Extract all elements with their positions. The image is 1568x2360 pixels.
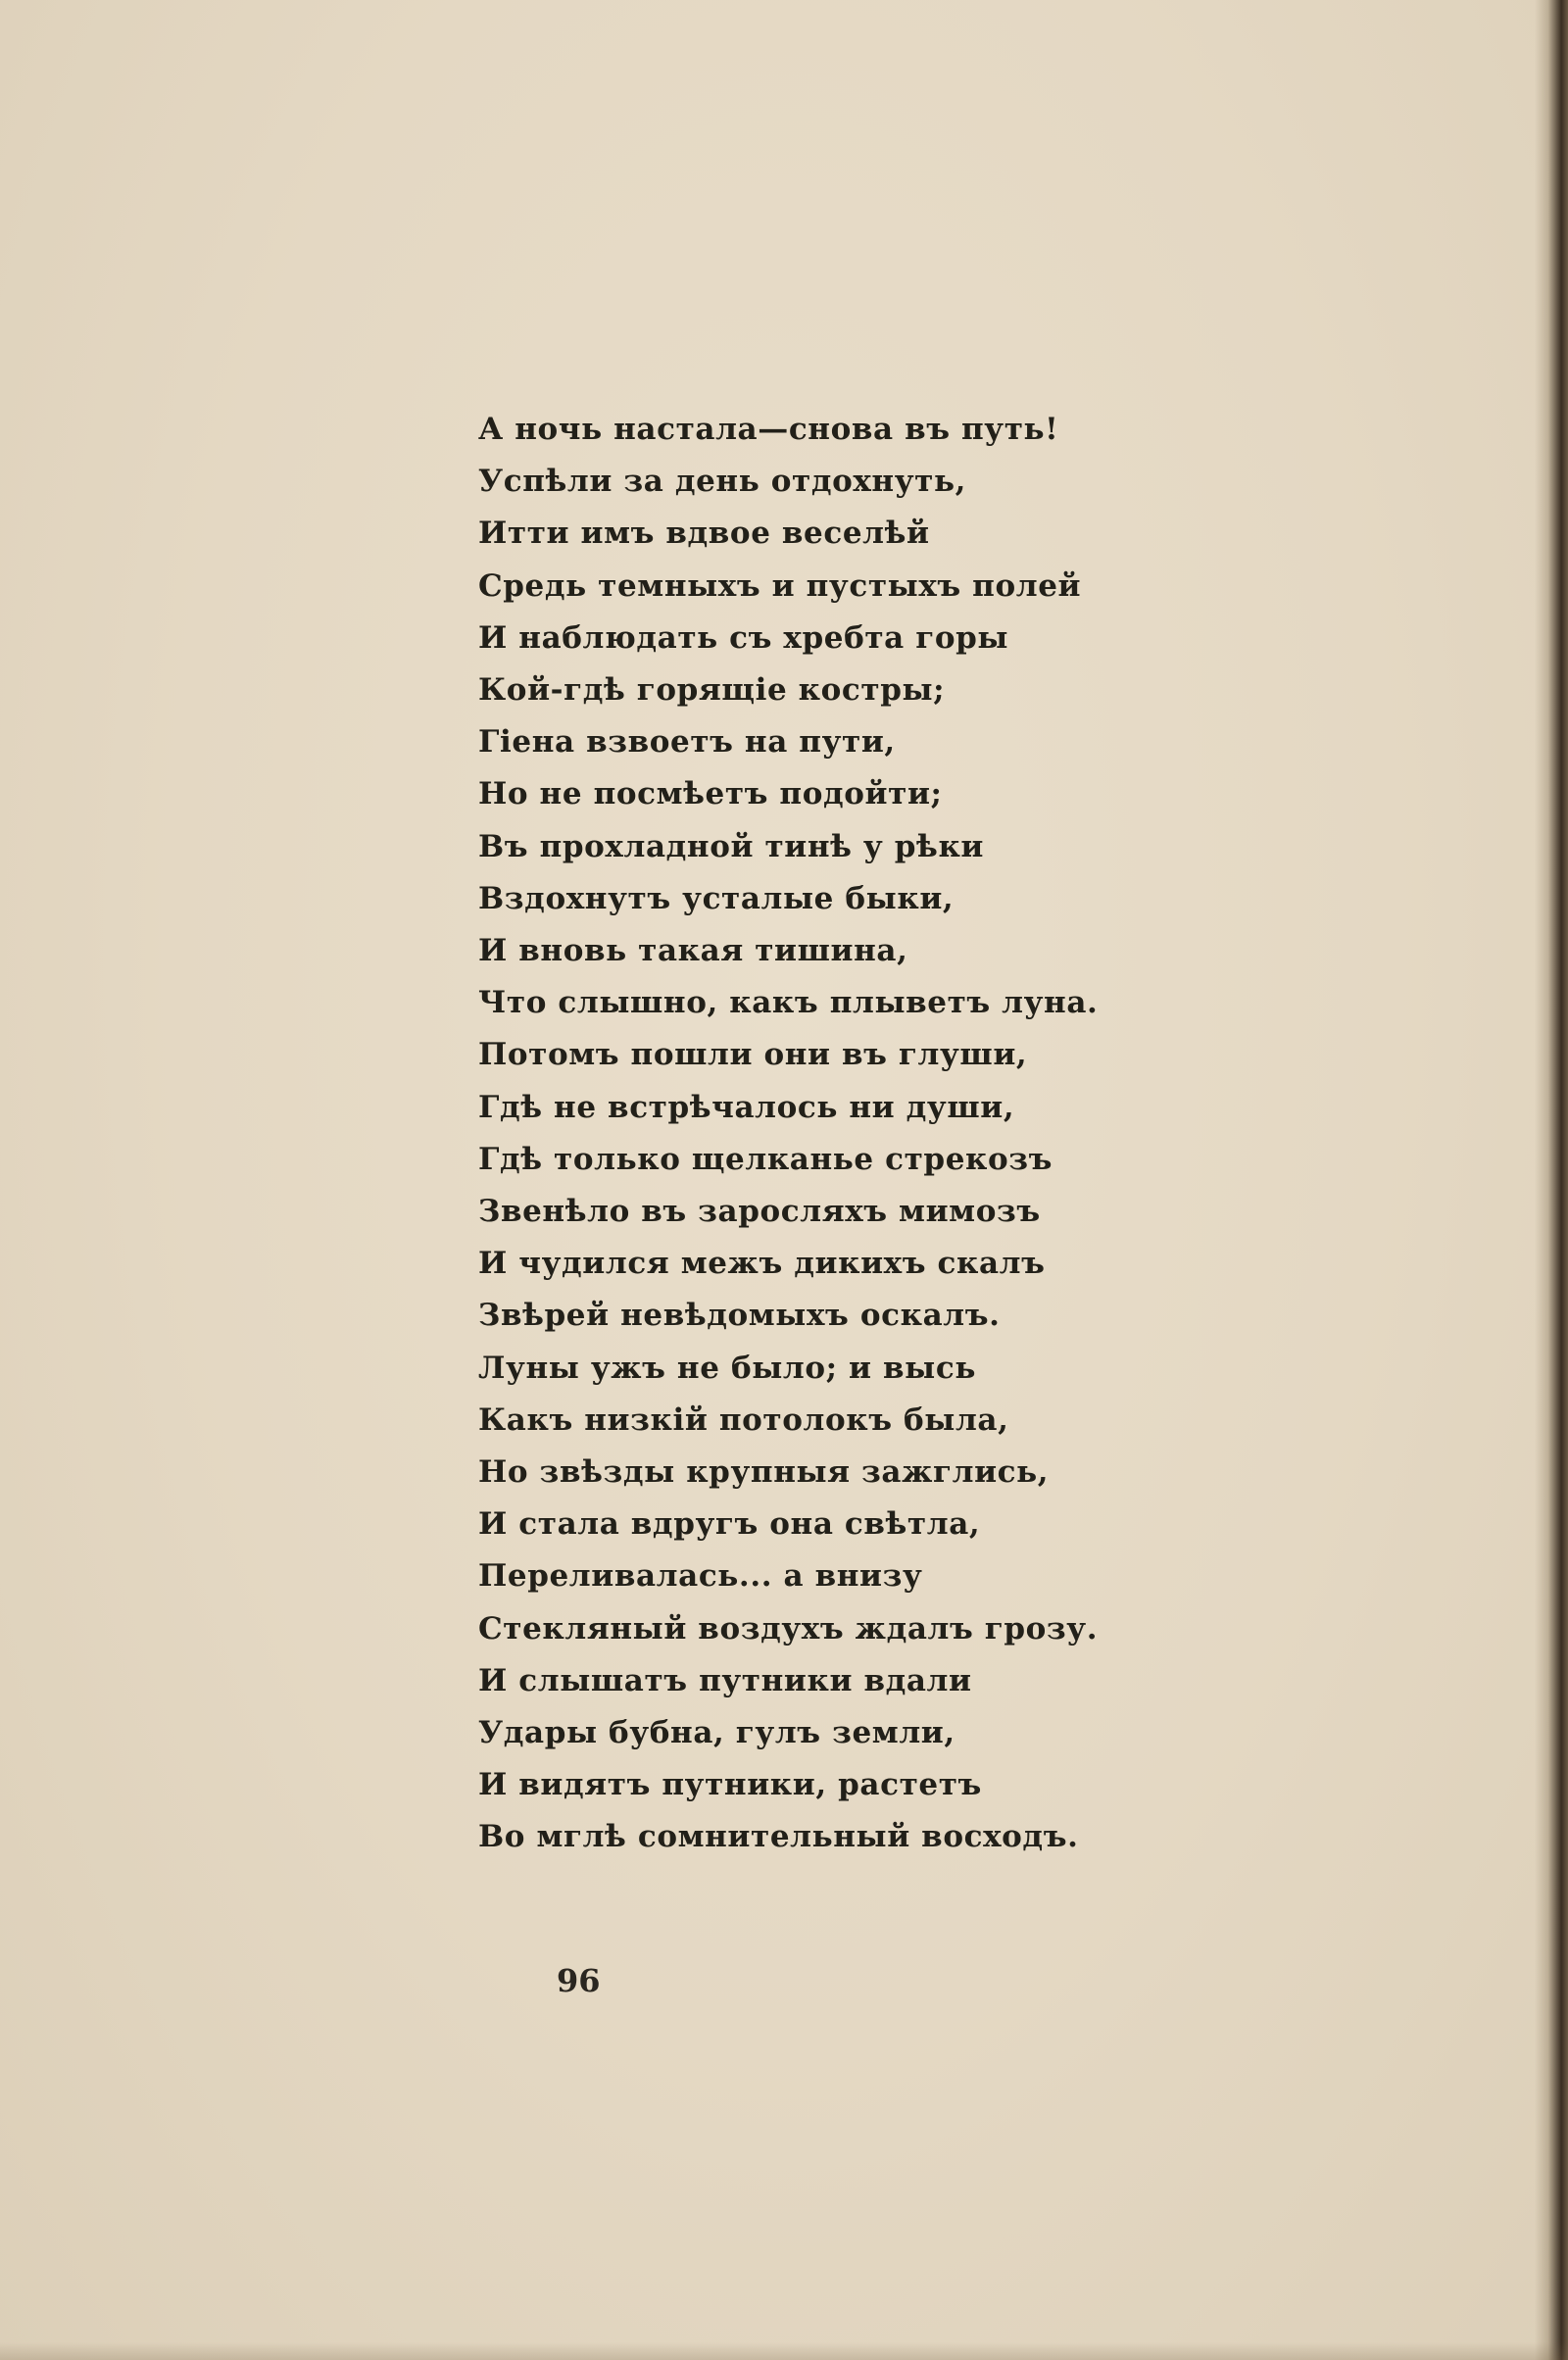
poem-line: Но звѣзды крупныя зажглись, <box>478 1454 1050 1491</box>
poem-line: Стекляный воздухъ ждалъ грозу. <box>478 1610 1099 1647</box>
poem-line: И наблюдать съ хребта горы <box>478 619 1009 656</box>
poem-line: Успѣли за день отдохнуть, <box>478 464 967 500</box>
poem-line: И чудился межъ дикихъ скалъ <box>478 1246 1046 1282</box>
poem-line: Средь темныхъ и пустыхъ полей <box>478 567 1082 604</box>
page-number: 96 <box>557 1962 601 1999</box>
poem-line: И слышатъ путники вдали <box>478 1662 972 1698</box>
poem-line: Звенѣло въ заросляхъ мимозъ <box>478 1194 1041 1230</box>
poem-line: А ночь настала—снова въ путь! <box>478 412 1059 447</box>
poem-line: Вздохнутъ усталые быки, <box>478 880 955 916</box>
poem-line: Итти имъ вдвое веселѣй <box>478 516 930 552</box>
poem-line: Гдѣ не встрѣчалось ни души, <box>478 1089 1015 1125</box>
poem-line: Переливалась... а внизу <box>478 1558 923 1595</box>
poem-line: Во мглѣ сомнительный восходъ. <box>478 1819 1079 1855</box>
poem-line: Гіена взвоетъ на пути, <box>478 724 896 761</box>
poem-line: Что слышно, какъ плыветъ луна. <box>478 985 1099 1021</box>
poem-line: Потомъ пошли они въ глуши, <box>478 1037 1028 1073</box>
poem-line: Удары бубна, гулъ земли, <box>478 1715 956 1751</box>
poem-line: И вновь такая тишина, <box>478 933 908 969</box>
spine-shadow <box>1535 0 1568 2360</box>
poem-line: И видятъ путники, растетъ <box>478 1767 982 1803</box>
poem-line: Гдѣ только щелканье стрекозъ <box>478 1141 1054 1177</box>
poem-text <box>478 404 1164 1864</box>
poem-line: Кой-гдѣ горящіе костры; <box>478 672 946 709</box>
poem-line: Но не посмѣетъ подойти; <box>478 776 943 812</box>
poem-line: Звѣрей невѣдомыхъ оскалъ. <box>478 1298 1001 1334</box>
poem-line: Какъ низкій потолокъ была, <box>478 1401 1009 1438</box>
page-edge-shadow <box>0 2342 1568 2360</box>
poem-line: И стала вдругъ она свѣтла, <box>478 1506 981 1543</box>
poem-line: Въ прохладной тинѣ у рѣки <box>478 828 985 864</box>
poem-line: Луны ужъ не было; и высь <box>478 1350 976 1386</box>
